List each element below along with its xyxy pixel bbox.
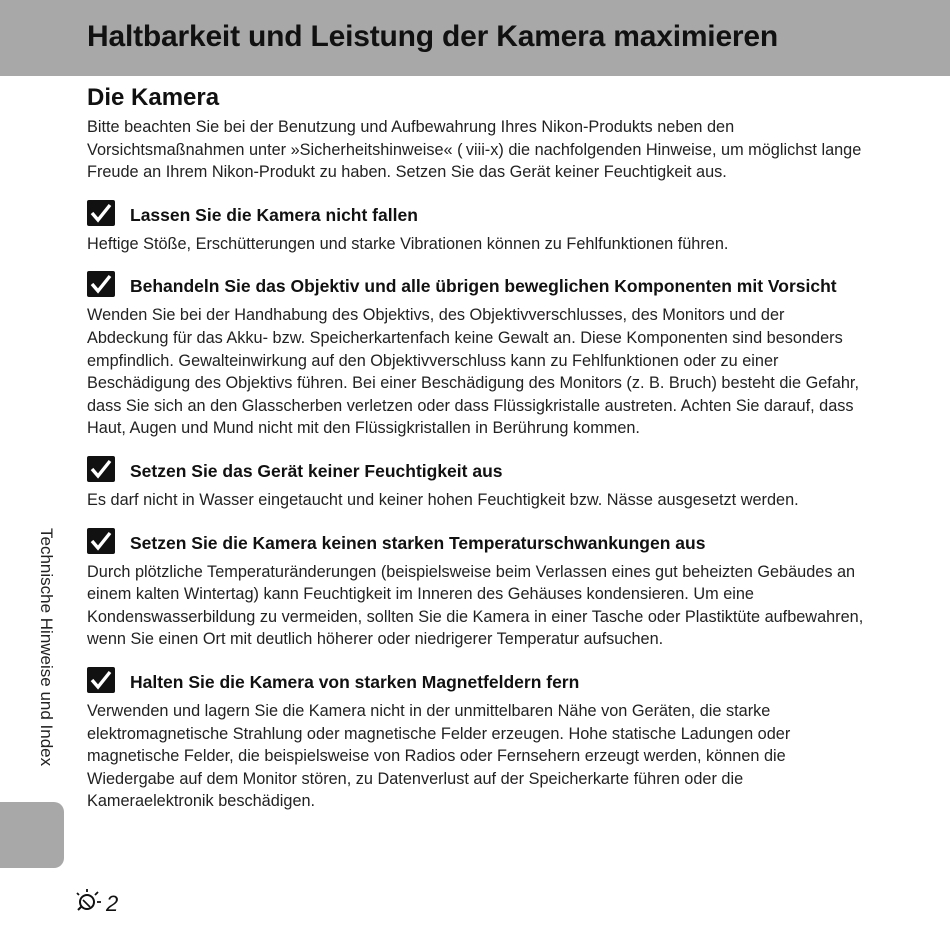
caution-text: Heftige Stöße, Erschütterungen und starke Vibrationen können zu Fehlfunktionen führen. [87, 234, 729, 253]
caution-text: Durch plötzliche Temperaturänderungen (beispielsweise beim Verlassen eines gut beheizten Gebäudes an einem kalten Wintertag) kann Feuchtigkeit im Inneren des Gehäuses kondensieren. Um eine Kondenswasserbildung zu vermeiden, sollten Sie die Kamera in einer Tasche oder Plastiktüte aufbewahren, wenn Sie einen Ort mit deutlich höherer oder niedrigerer Temperatur aufsuchen. [87, 562, 864, 649]
caution-title: Setzen Sie die Kamera keinen starken Temperaturschwankungen aus [130, 532, 706, 553]
main-content [87, 84, 867, 813]
chapter-side-label: Technische Hinweise und Index [37, 528, 56, 767]
page-number [74, 888, 118, 919]
checkmark-icon [87, 456, 115, 482]
caution-text: Wenden Sie bei der Handhabung des Objektivs, des Objektivverschlusses, des Monitors und der Abdeckung für das Akku- bzw. Speicherkartenfach keine Gewalt an. Diese Komponenten sind besonders empfindlich. Gewalteinwirkung auf den Objektivverschluss kann zu Fehlfunktionen oder zu einer Beschädigung des Objektivs führen. Bei einer Beschädigung des Monitors (z. B. Bruch) besteht die Gefahr, dass Sie sich an den Glasscherben verletzen oder dass Flüssigkristalle austreten. Achten Sie darauf, dass Haut, Augen und Mund nicht mit den Flüssigkristallen in Berührung kommen. [87, 306, 859, 438]
caution-block [87, 275, 867, 440]
caution-block [87, 204, 867, 256]
technical-notes-icon [74, 888, 104, 919]
page-title: Haltbarkeit und Leistung der Kamera maximieren [87, 20, 779, 53]
caution-block [87, 460, 867, 512]
caution-title: Setzen Sie das Gerät keiner Feuchtigkeit aus [130, 460, 503, 481]
checkmark-icon [87, 667, 115, 693]
caution-text: Verwenden und lagern Sie die Kamera nicht in der unmittelbaren Nähe von Geräten, die starke elektromagnetische Strahlung oder magnetische Felder erzeugen. Hohe statische Ladungen oder magnetische Felder, die beispielsweise von Radios oder Fernsehern erzeugt werden, können die Wiedergabe auf dem Monitor stören, zu Datenverlust auf der Speicherkarte führen oder die Kameraelektronik beschädigen. [87, 701, 791, 811]
caution-title: Behandeln Sie das Objektiv und alle übrigen beweglichen Komponenten mit Vorsicht [130, 276, 837, 297]
section-heading: Die Kamera [87, 84, 220, 111]
caution-block [87, 671, 867, 813]
checkmark-icon [87, 271, 115, 297]
caution-text: Es darf nicht in Wasser eingetaucht und keiner hohen Feuchtigkeit bzw. Nässe ausgesetzt werden. [87, 490, 799, 509]
intro-paragraph: Bitte beachten Sie bei der Benutzung und Aufbewahrung Ihres Nikon-Produkts neben den Vorsichtsmaßnahmen unter »Sicherheitshinweise« ( viii-x) die nachfolgenden Hinweise, um möglichst lange Freude an Ihrem Nikon-Produkt zu haben. Setzen Sie das Gerät keiner Feuchtigkeit aus. [87, 118, 862, 182]
caution-title: Halten Sie die Kamera von starken Magnetfeldern fern [130, 671, 580, 692]
checkmark-icon [87, 200, 115, 226]
checkmark-icon [87, 528, 115, 554]
caution-block [87, 532, 867, 651]
page-number-value: 2 [106, 890, 119, 916]
chapter-tab [0, 802, 64, 868]
caution-title: Lassen Sie die Kamera nicht fallen [130, 204, 418, 225]
